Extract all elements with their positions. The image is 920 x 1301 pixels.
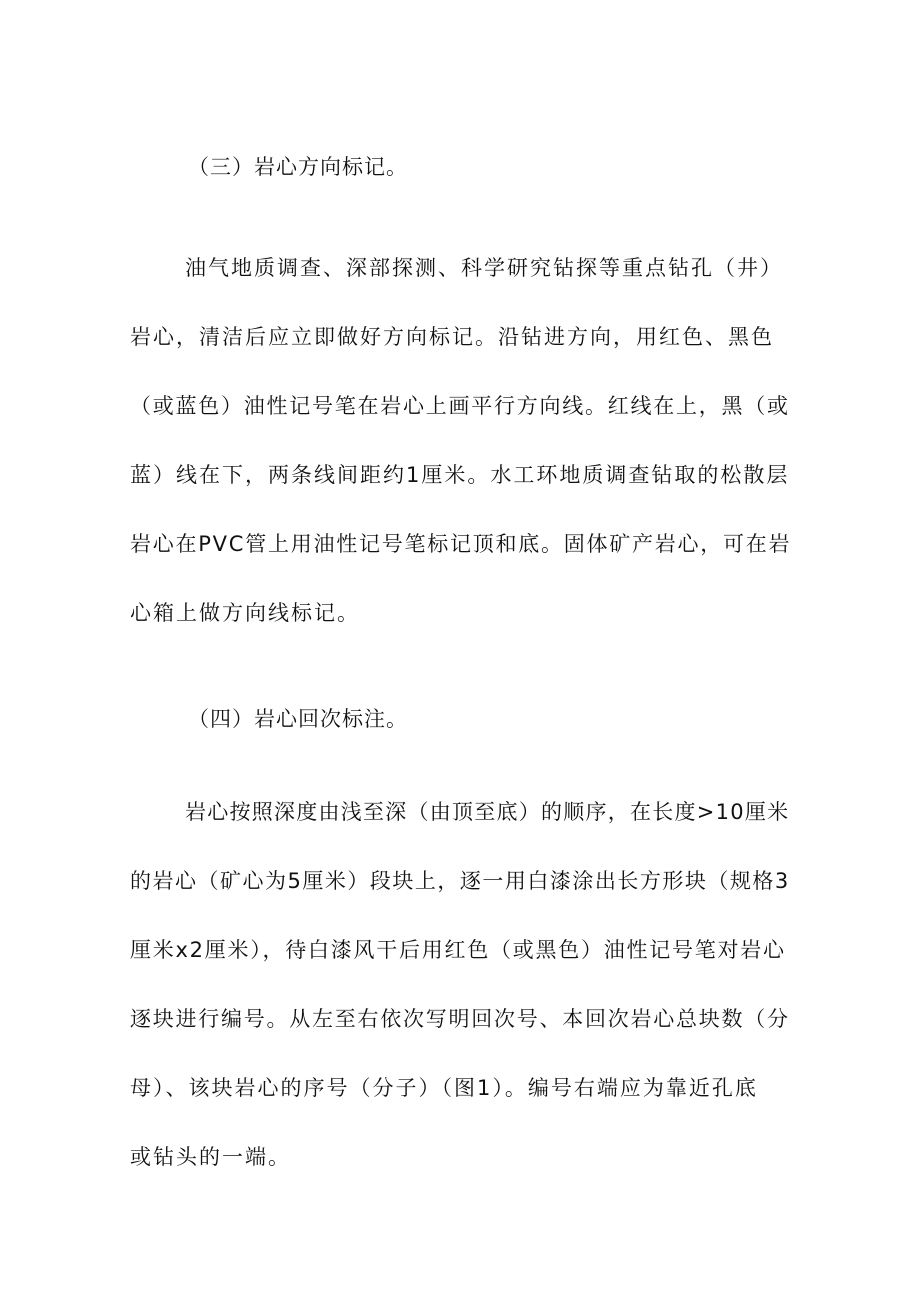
paragraph-line: 岩心在PVC管上用油性记号笔标记顶和底。固体矿产岩心，可在岩 [130,532,792,556]
paragraph-line: 厘米x2厘米），待白漆风干后用红色（或黑色）油性记号笔对岩心 [130,938,786,962]
paragraph-line: 心箱上做方向线标记。 [130,601,360,625]
section-heading-direction-marking: （三）岩心方向标记。 [188,155,408,179]
paragraph-line: 的岩心（矿心为5厘米）段块上，逐一用白漆涂出长方形块（规格3 [130,869,790,893]
paragraph-line: 或钻头的一端。 [130,1145,291,1169]
paragraph-line: （或蓝色）油性记号笔在岩心上画平行方向线。红线在上，黑（或 [130,394,790,418]
section-heading-run-labeling: （四）岩心回次标注。 [188,707,408,731]
paragraph-line: 油气地质调查、深部探测、科学研究钻探等重点钻孔（井） [185,256,783,280]
paragraph-line: 蓝）线在下，两条线间距约1厘米。水工环地质调查钻取的松散层 [130,463,790,487]
paragraph-line: 岩心，清洁后应立即做好方向标记。沿钻进方向，用红色、黑色 [130,325,774,349]
paragraph-line: 母）、该块岩心的序号（分子）（图1）。编号右端应为靠近孔底 [130,1076,758,1100]
paragraph-line: 岩心按照深度由浅至深（由顶至底）的顺序，在长度>10厘米 [185,800,790,824]
paragraph-line: 逐块进行编号。从左至右依次写明回次号、本回次岩心总块数（分 [130,1007,790,1031]
